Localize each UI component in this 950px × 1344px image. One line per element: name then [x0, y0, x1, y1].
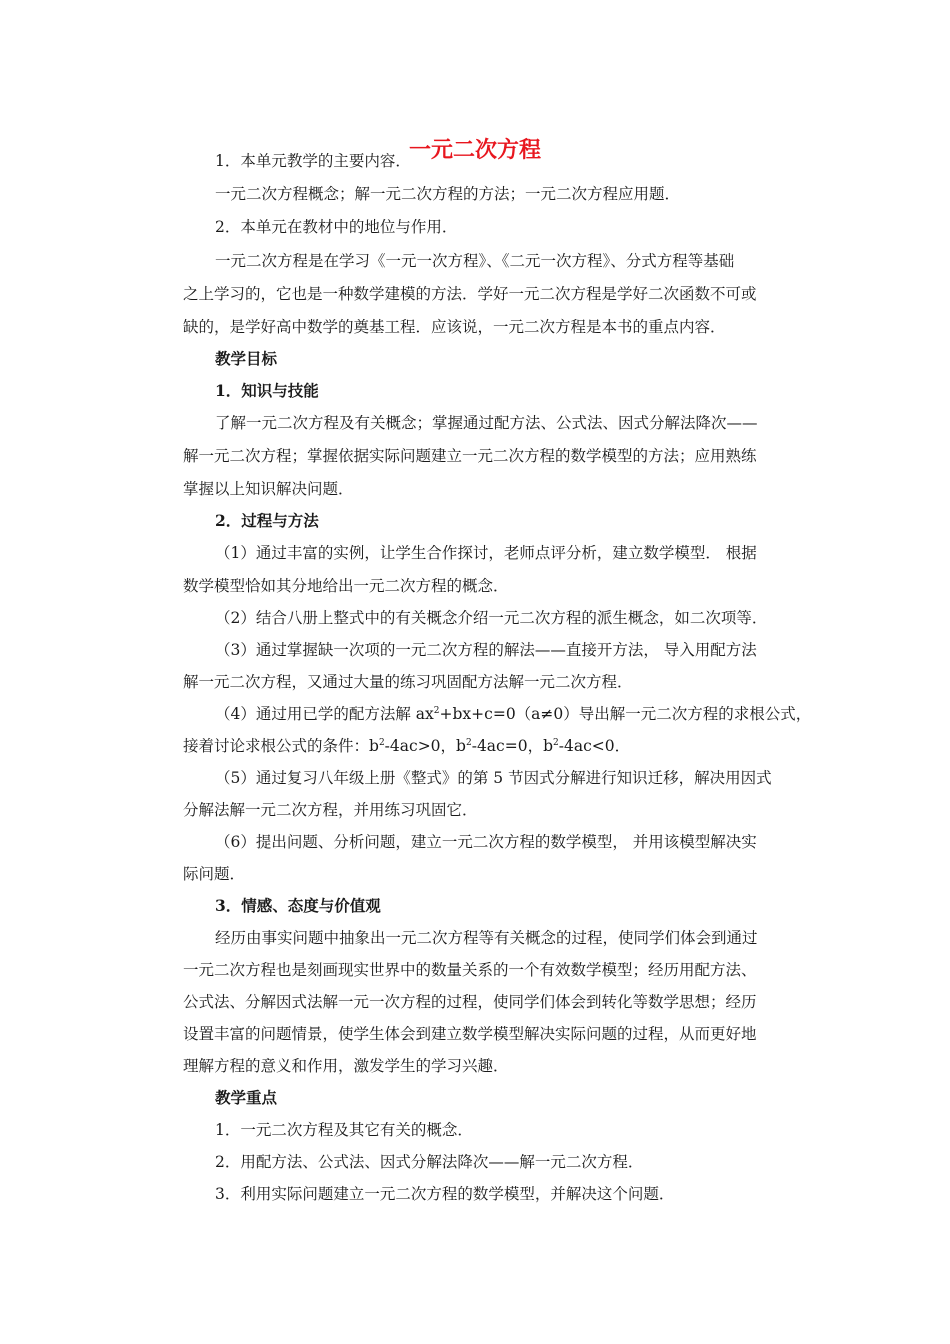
text-line: 2．用配方法、公式法、因式分解法降次——解一元二次方程．	[215, 1153, 644, 1171]
section-heading: 3．情感、态度与价值观	[215, 896, 381, 915]
section-heading: 1．知识与技能	[215, 381, 319, 400]
text-line: 2．本单元在教材中的地位与作用．	[215, 218, 458, 236]
text-line: 接着讨论求根公式的条件：$b^2-4ac>0$，$b^2-4ac=0$，$b^2-4ac<0$．	[183, 737, 631, 755]
text-line: （5）通过复习八年级上册《整式》的第 5 节因式分解进行知识迁移，解决用因式	[215, 769, 772, 787]
text-line: （2）结合八册上整式中的有关概念介绍一元二次方程的派生概念，如二次项等．	[215, 609, 768, 627]
text-line: 一元二次方程概念；解一元二次方程的方法；一元二次方程应用题．	[215, 185, 681, 203]
section-heading: 2．过程与方法	[215, 511, 319, 530]
text-line: 理解方程的意义和作用，激发学生的学习兴趣．	[183, 1057, 509, 1075]
text-line: 分解法解一元二次方程，并用练习巩固它．	[183, 801, 478, 819]
text-line: 1．本单元教学的主要内容．	[215, 152, 411, 170]
text-line: 际问题．	[183, 865, 246, 883]
text-line: 之上学习的，它也是一种数学建模的方法．学好一元二次方程是学好二次函数不可或	[183, 285, 757, 303]
text-line: 公式法、分解因式法解一元一次方程的过程，使同学们体会到转化等数学思想；经历	[183, 993, 757, 1011]
text-line: （3）通过掌握缺一次项的一元二次方程的解法——直接开方法， 导入用配方法	[215, 641, 757, 659]
text-line: 解一元二次方程，又通过大量的练习巩固配方法解一元二次方程．	[183, 673, 633, 691]
section-heading: 教学目标	[215, 349, 278, 368]
text-line: 缺的，是学好高中数学的奠基工程．应该说，一元二次方程是本书的重点内容．	[183, 318, 726, 336]
text-line: 一元二次方程是在学习《一元一次方程》、《二元一次方程》、分式方程等基础	[215, 252, 735, 270]
text-line: （6）提出问题、分析问题，建立一元二次方程的数学模型， 并用该模型解决实	[215, 833, 757, 851]
text-line: （4）通过用已学的配方法解 $ax^2+bx+c=0(a\ne 0)$导出解一元二次方程的求根公式，	[215, 705, 812, 723]
text-line: 设置丰富的问题情景，使学生体会到建立数学模型解决实际问题的过程，从而更好地	[183, 1025, 757, 1043]
text-line: 数学模型恰如其分地给出一元二次方程的概念．	[183, 577, 509, 595]
text-line: 掌握以上知识解决问题．	[183, 480, 354, 498]
text-line: 一元二次方程也是刻画现实世界中的数量关系的一个有效数学模型；经历用配方法、	[183, 961, 757, 979]
text-line: 经历由事实问题中抽象出一元二次方程等有关概念的过程，使同学们体会到通过	[215, 929, 758, 947]
text-line: （1）通过丰富的实例，让学生合作探讨，老师点评分析，建立数学模型． 根据	[215, 544, 757, 562]
section-heading: 教学重点	[215, 1088, 278, 1107]
document-title: 一元二次方程	[408, 137, 541, 163]
text-line: 解一元二次方程；掌握依据实际问题建立一元二次方程的数学模型的方法；应用熟练	[183, 447, 757, 465]
text-line: 了解一元二次方程及有关概念；掌握通过配方法、公式法、因式分解法降次——	[215, 414, 758, 432]
text-line: 1．一元二次方程及其它有关的概念．	[215, 1121, 473, 1139]
text-line: 3．利用实际问题建立一元二次方程的数学模型，并解决这个问题．	[215, 1185, 675, 1203]
